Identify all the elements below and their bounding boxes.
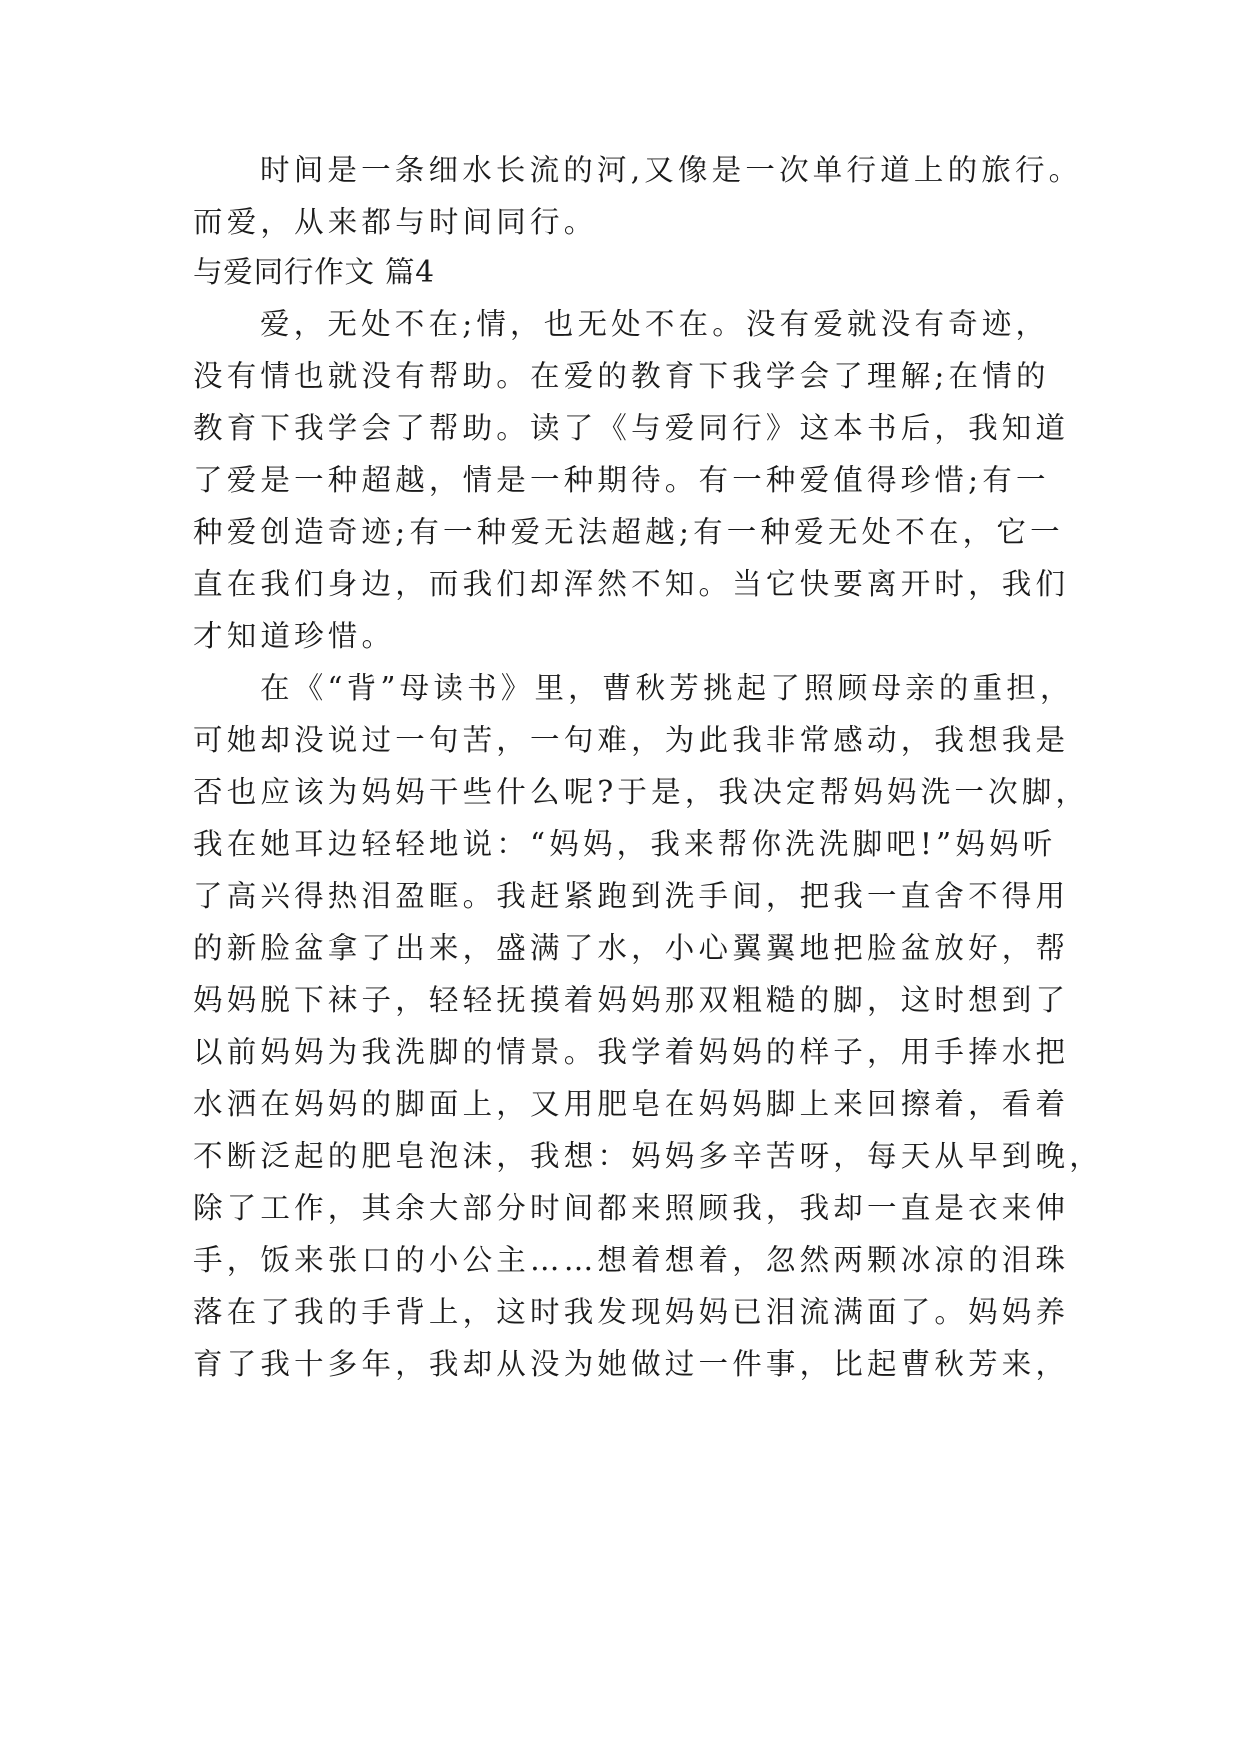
paragraph2-line-2: 可她却没说过一句苦，一句难，为此我非常感动，我想我是	[193, 723, 1070, 757]
paragraph2-line-6: 的新脸盆拿了出来，盛满了水，小心翼翼地把脸盆放好，帮	[193, 931, 1070, 965]
paragraph2-line-9: 水洒在妈妈的脚面上，又用肥皂在妈妈脚上来回擦着，看着	[193, 1087, 1070, 1121]
paragraph2-line-1: 在《“背”母读书》里，曹秋芳挑起了照顾母亲的重担，	[260, 671, 1074, 705]
paragraph1-line-5: 种爱创造奇迹;有一种爱无法超越;有一种爱无处不在，它一	[193, 515, 1064, 549]
paragraph2-line-8: 以前妈妈为我洗脚的情景。我学着妈妈的样子，用手捧水把	[193, 1035, 1070, 1069]
paragraph2-line-12: 手，饭来张口的小公主……想着想着，忽然两颗冰凉的泪珠	[193, 1243, 1070, 1277]
paragraph1-line-3: 教育下我学会了帮助。读了《与爱同行》这本书后，我知道	[193, 411, 1070, 445]
paragraph1-line-4: 了爱是一种超越，情是一种期待。有一种爱值得珍惜;有一	[193, 463, 1050, 497]
paragraph2-line-5: 了高兴得热泪盈眶。我赶紧跑到洗手间，把我一直舍不得用	[193, 879, 1070, 913]
paragraph1-line-2: 没有情也就没有帮助。在爱的教育下我学会了理解;在情的	[193, 359, 1050, 393]
paragraph1-line-6: 直在我们身边，而我们却浑然不知。当它快要离开时，我们	[193, 567, 1070, 601]
paragraph2-line-7: 妈妈脱下袜子，轻轻抚摸着妈妈那双粗糙的脚，这时想到了	[193, 983, 1070, 1017]
paragraph2-line-3: 否也应该为妈妈干些什么呢?于是，我决定帮妈妈洗一次脚，	[193, 775, 1090, 809]
intro-line-2: 而爱，从来都与时间同行。	[193, 205, 598, 239]
intro-line-1: 时间是一条细水长流的河,又像是一次单行道上的旅行。	[260, 153, 1083, 187]
paragraph2-line-14: 育了我十多年，我却从没为她做过一件事，比起曹秋芳来，	[193, 1347, 1070, 1381]
paragraph2-line-13: 落在了我的手背上，这时我发现妈妈已泪流满面了。妈妈养	[193, 1295, 1070, 1329]
paragraph2-line-11: 除了工作，其余大部分时间都来照顾我，我却一直是衣来伸	[193, 1191, 1070, 1225]
paragraph1-line-1: 爱，无处不在;情，也无处不在。没有爱就没有奇迹，	[260, 307, 1050, 341]
section-heading: 与爱同行作文 篇4	[193, 255, 435, 289]
paragraph1-line-7: 才知道珍惜。	[193, 619, 396, 653]
paragraph2-line-4: 我在她耳边轻轻地说：“妈妈，我来帮你洗洗脚吧!”妈妈听	[193, 827, 1057, 861]
paragraph2-line-10: 不断泛起的肥皂泡沫，我想：妈妈多辛苦呀，每天从早到晚，	[193, 1139, 1103, 1173]
